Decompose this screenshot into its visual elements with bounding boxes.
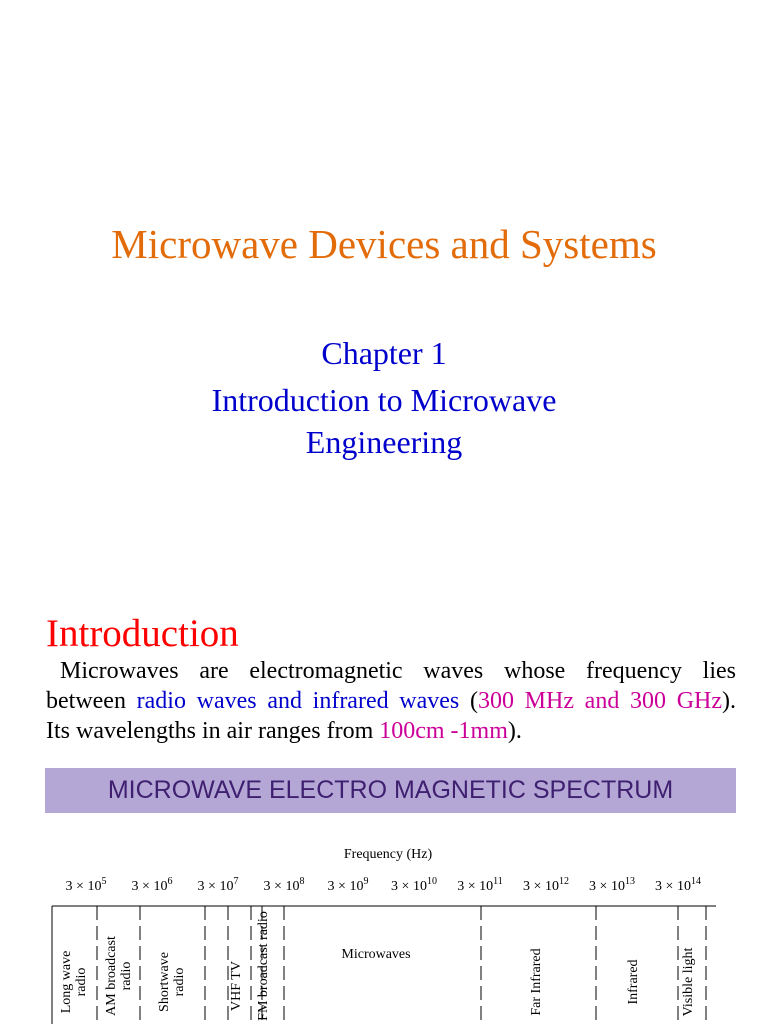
section-heading-introduction: Introduction	[46, 612, 239, 655]
band-label: FM broadcast radio	[256, 911, 271, 1021]
chapter-subtitle-line2: Engineering	[305, 424, 463, 460]
spectrum-banner-text: MICROWAVE ELECTRO MAGNETIC SPECTRUM	[107, 776, 674, 804]
chapter-label: Chapter 1	[321, 335, 447, 371]
line3-prefix: Its wavelengths in air ranges from	[46, 718, 380, 744]
frequency-range-highlight: 300 MHz and 300 GHz	[477, 688, 723, 714]
line2-paren: (	[459, 688, 478, 714]
band-label: VHF TV	[229, 961, 244, 1011]
tick-label: $3 \times 10^7$	[197, 876, 239, 894]
wavelength-range-highlight: 100cm -1mm	[379, 718, 508, 744]
radio-infrared-highlight: radio waves and infrared waves	[136, 688, 460, 714]
page-title: Microwave Devices and Systems	[111, 221, 657, 267]
chapter-subtitle-line1: Introduction to Microwave	[211, 382, 557, 418]
paragraph-line-1: Microwaves are electromagnetic waves whose frequency lies	[60, 658, 736, 684]
electromagnetic-spectrum-diagram	[0, 836, 768, 1024]
band-label: Microwaves	[341, 947, 411, 962]
band-labels	[59, 911, 696, 1021]
frequency-ticks	[66, 876, 701, 894]
band-label: Shortwaveradio	[157, 952, 187, 1012]
line2-suffix: ).	[722, 688, 737, 714]
band-dividers	[52, 906, 716, 1024]
tick-label: $3 \times 10^{11}$	[457, 876, 503, 894]
line2-prefix: between	[46, 688, 137, 714]
tick-label: $3 \times 10^{12}$	[523, 876, 569, 894]
tick-label: $3 \times 10^{13}$	[589, 876, 635, 894]
tick-label: $3 \times 10^6$	[131, 876, 173, 894]
tick-label: $3 \times 10^{14}$	[655, 876, 701, 894]
band-label: AM broadcastradio	[104, 936, 134, 1016]
band-label: Far Infrared	[529, 948, 544, 1016]
introduction-paragraph	[46, 656, 736, 746]
spectrum-banner	[45, 768, 736, 813]
tick-label: $3 \times 10^8$	[263, 876, 305, 894]
tick-label: $3 \times 10^{10}$	[391, 876, 437, 894]
line3-suffix: ).	[507, 718, 522, 744]
band-label: Infrared	[626, 959, 641, 1005]
band-label: Visible light	[681, 947, 696, 1017]
spectrum-axis-title: Frequency (Hz)	[343, 847, 433, 862]
tick-label: $3 \times 10^5$	[65, 876, 107, 894]
paragraph-line-3	[46, 716, 736, 746]
band-label: Long waveradio	[59, 950, 89, 1014]
paragraph-line-2	[46, 686, 736, 716]
tick-label: $3 \times 10^9$	[327, 876, 369, 894]
